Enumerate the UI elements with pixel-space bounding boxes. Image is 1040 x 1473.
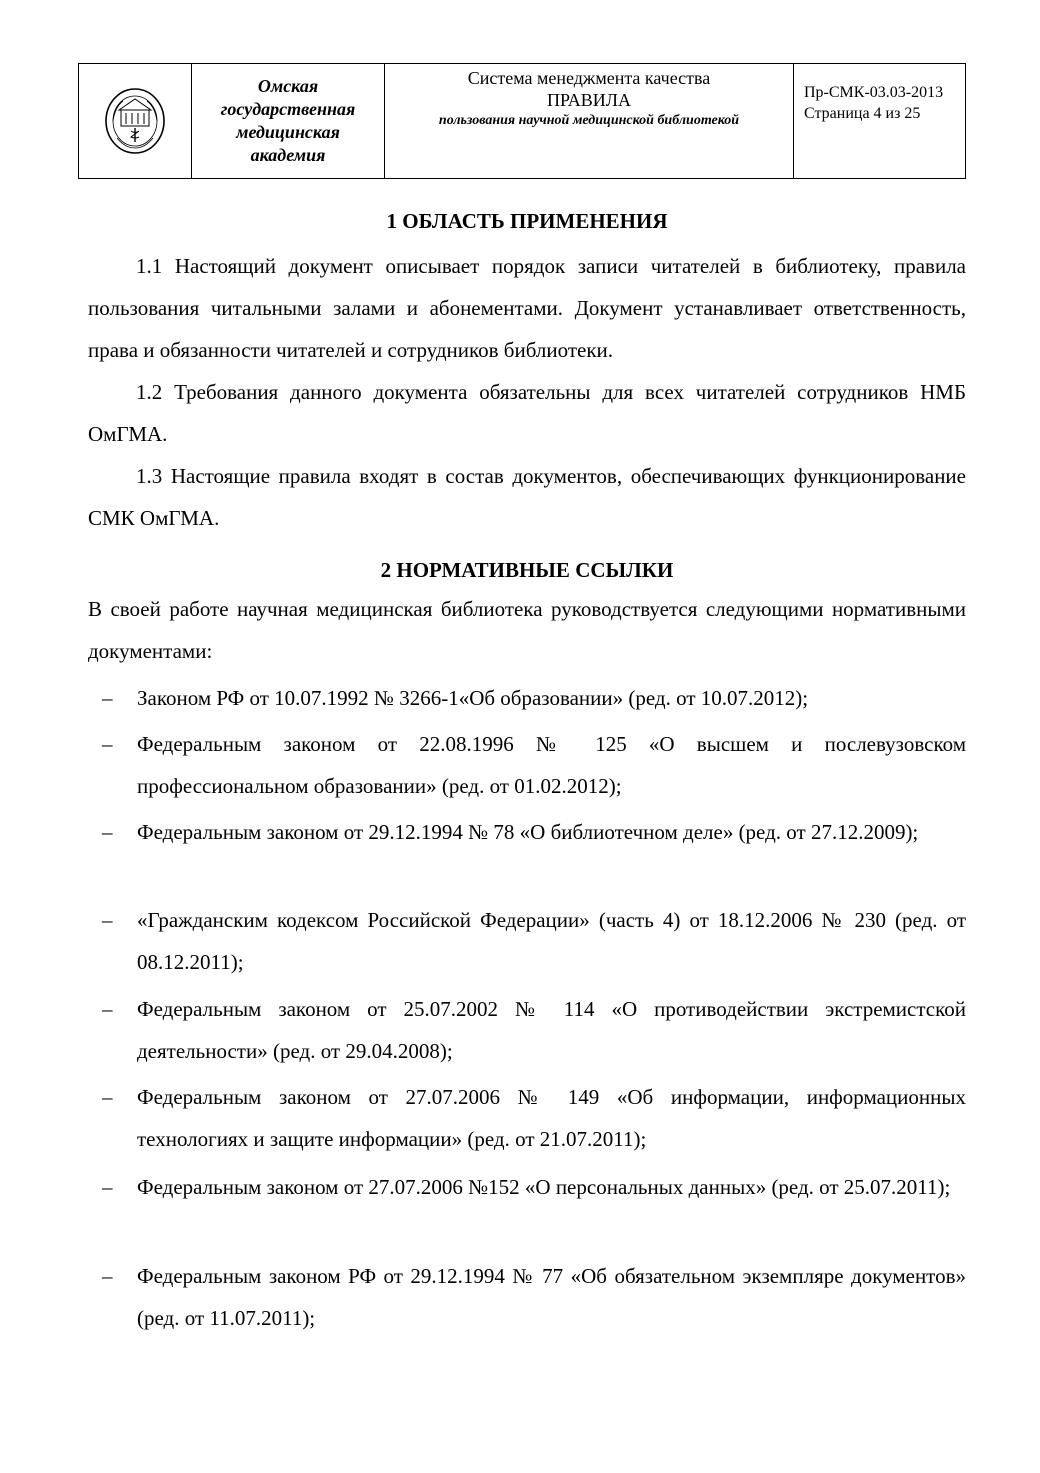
list-item-text: Федеральным законом от 27.07.2006 № 149 «Об информации, информационных технологиях и защите информации» (ред. от 21.07.2011); <box>137 1085 966 1151</box>
paragraph-1-1: 1.1 Настоящий документ описывает порядок записи читателей в библиотеку, правила пользования читальными залами и абонементами. Документ устанавливает ответственность, права и обязанности читателей и сотрудников библиотеки. <box>88 254 966 362</box>
list-item <box>88 1255 966 1339</box>
list-item <box>88 677 966 719</box>
list-dash: – <box>102 1175 113 1199</box>
list-item <box>88 811 966 853</box>
document-title-cell <box>385 64 794 178</box>
list-dash: – <box>102 1085 113 1109</box>
org-line-4: академия <box>250 145 326 165</box>
list-item <box>88 988 966 1072</box>
list-dash: – <box>102 1264 113 1288</box>
list-dash: – <box>102 908 113 932</box>
section-2-heading: 2 НОРМАТИВНЫЕ ССЫЛКИ <box>380 558 674 582</box>
list-dash: – <box>102 732 113 756</box>
logo-cell <box>79 64 192 178</box>
section-2-intro: В своей работе научная медицинская библиотека руководствуется следующими нормативными документами: <box>88 597 966 663</box>
list-item-text: Федеральным законом от 25.07.2002 № 114 «О противодействии экстремистской деятельности» (ред. от 29.04.2008); <box>137 997 966 1063</box>
org-line-1: Омская <box>257 76 319 96</box>
list-item <box>88 1076 966 1160</box>
academy-emblem-icon <box>103 86 167 156</box>
list-dash: – <box>102 820 113 844</box>
list-item-text: Федеральным законом от 27.07.2006 №152 «О персональных данных» (ред. от 25.07.2011); <box>137 1175 951 1199</box>
list-dash: – <box>102 686 113 710</box>
list-item-text: «Гражданским кодексом Российской Федерации» (часть 4) от 18.12.2006 № 230 (ред. от 08.12.2011); <box>137 908 966 974</box>
document-code-cell <box>794 64 965 178</box>
quality-system-label: Система менеджмента качества <box>467 68 711 88</box>
org-line-2: государственная <box>220 99 356 119</box>
list-item <box>88 899 966 983</box>
list-item-text: Федеральным законом от 22.08.1996 № 125 «О высшем и послевузовском профессиональном образовании» (ред. от 01.02.2012); <box>137 732 966 798</box>
list-item <box>88 723 966 807</box>
paragraph-1-3: 1.3 Настоящие правила входят в состав документов, обеспечивающих функционирование СМК ОмГМА. <box>88 464 966 530</box>
list-item-text: Федеральным законом от 29.12.1994 № 78 «О библиотечном деле» (ред. от 27.12.2009); <box>137 820 919 844</box>
org-line-3: медицинская <box>236 122 340 142</box>
paragraph-1-2: 1.2 Требования данного документа обязательны для всех читателей сотрудников НМБ ОмГМА. <box>88 380 966 446</box>
list-dash: – <box>102 997 113 1021</box>
organization-name-cell <box>192 64 385 178</box>
document-subtitle: пользования научной медицинской библиотекой <box>438 113 740 128</box>
document-code: Пр-СМК-03.03-2013 <box>804 84 944 101</box>
page-number: Страница 4 из 25 <box>804 105 921 122</box>
document-type: ПРАВИЛА <box>547 90 631 110</box>
list-item-text: Федеральным законом РФ от 29.12.1994 № 77 «Об обязательном экземпляре документов» (ред. от 11.07.2011); <box>137 1264 966 1330</box>
section-1-heading: 1 ОБЛАСТЬ ПРИМЕНЕНИЯ <box>386 209 668 233</box>
list-item-text: Законом РФ от 10.07.1992 № 3266-1«Об образовании» (ред. от 10.07.2012); <box>137 686 809 710</box>
list-item <box>88 1166 966 1208</box>
document-header-table <box>78 63 966 179</box>
